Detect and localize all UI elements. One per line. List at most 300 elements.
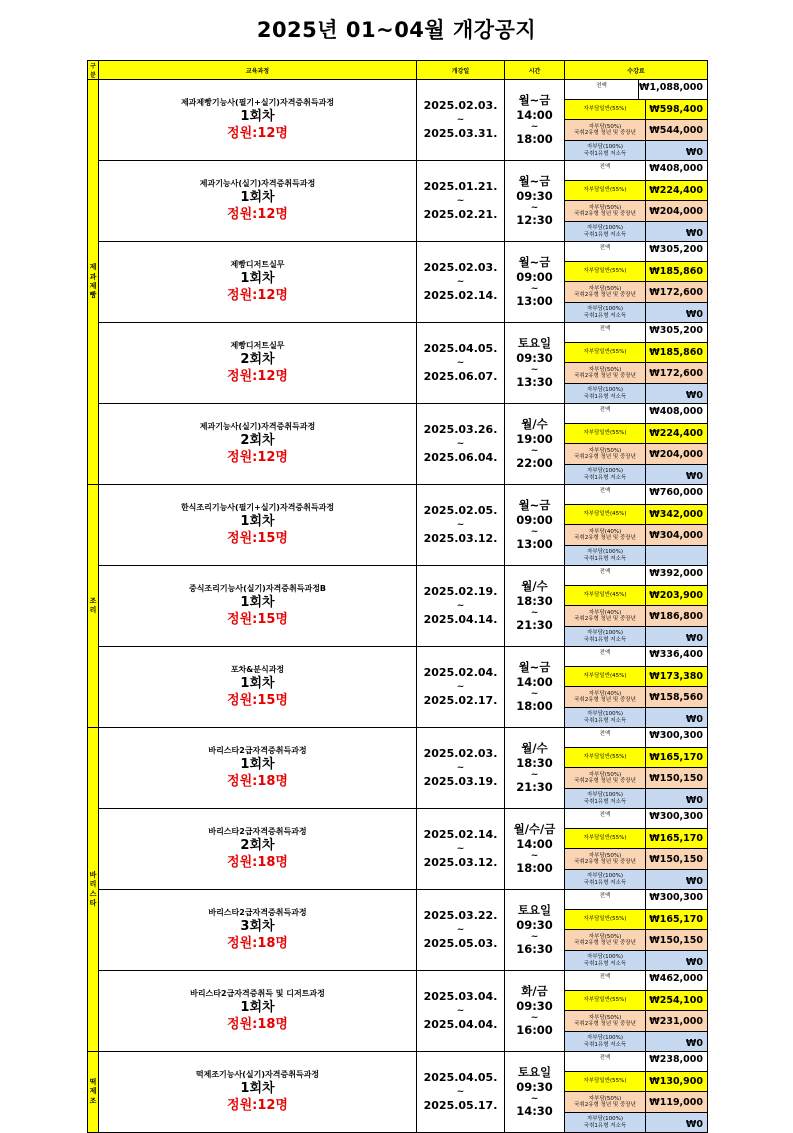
fee-label-text: 전액 [596, 83, 607, 89]
time-start: 09:30 [516, 917, 553, 932]
fee-label [565, 1052, 646, 1071]
start-date: 2025.02.03. [423, 99, 498, 113]
table-body [88, 80, 708, 1133]
fee-cell [565, 1052, 708, 1133]
fee-label [565, 262, 646, 281]
category-char: 제 [89, 263, 97, 272]
fee-cell [565, 728, 708, 809]
fee-label-text: 전액 [599, 1055, 611, 1061]
fee-value: ₩598,400 [649, 104, 703, 115]
end-date: 2025.03.31. [423, 127, 498, 141]
fee-label-subtext: 국취2유형 청년 및 중장년 [574, 859, 636, 865]
table-header-row [88, 61, 708, 80]
period-cell [417, 1052, 505, 1133]
fee-label-subtext: 국취2유형 청년 및 중장년 [574, 373, 636, 379]
time-end: 13:00 [516, 537, 553, 552]
fee-label-text: 자부담(100%) [587, 630, 623, 637]
course-name: 바리스타2급자격증취득과정 [208, 826, 307, 836]
fee-type1 [565, 1113, 707, 1132]
fee-label [565, 546, 646, 565]
fee-label [565, 465, 646, 484]
fee-type2 [565, 444, 707, 465]
fee-cell [565, 566, 708, 647]
fee-label-text: 자부담(100%) [587, 873, 623, 880]
fee-label [565, 444, 646, 464]
time-start: 09:30 [516, 350, 553, 365]
fee-general [565, 100, 707, 120]
fee-label-text: 자부담(100%) [587, 549, 623, 556]
fee-value: ₩336,400 [649, 649, 703, 660]
fee-label-text: 자부담일반(55%) [583, 430, 627, 437]
fee-label-text: 자부담일반(45%) [583, 673, 627, 680]
fee-label-text: 자부담(50%) [588, 123, 622, 130]
header-course: 교육과정 [99, 61, 417, 80]
course-cell [99, 80, 417, 161]
fee-label-text: 전액 [599, 731, 611, 737]
fee-type1 [565, 789, 707, 808]
time-end: 22:00 [516, 456, 553, 471]
course-capacity: 정원:18명 [227, 855, 288, 871]
fee-type2 [565, 687, 707, 708]
fee-label [565, 282, 646, 302]
course-cell [99, 485, 417, 566]
fee-label [565, 687, 646, 707]
end-date: 2025.03.12. [423, 532, 498, 546]
fee-label [565, 910, 646, 929]
fee-value: ₩150,150 [649, 934, 703, 946]
time-cell [505, 647, 565, 728]
fee-value: ₩0 [685, 228, 703, 239]
fee-label [565, 728, 646, 747]
category-char: 조 [89, 1096, 97, 1105]
fee-label [565, 971, 646, 990]
time-cell [505, 1052, 565, 1133]
fee-label-subtext: 국취1유형 저소득 [583, 717, 627, 724]
time-tilde: ~ [530, 607, 539, 618]
course-cell [99, 323, 417, 404]
fee-label-subtext: 국취1유형 저소득 [583, 312, 627, 319]
fee-general [565, 748, 707, 768]
fee-type2 [565, 120, 707, 141]
time-cell [505, 809, 565, 890]
fee-type1 [565, 951, 707, 970]
course-cell [99, 890, 417, 971]
time-start: 18:30 [516, 755, 553, 770]
fee-label [565, 1011, 646, 1031]
fee-type2 [565, 849, 707, 870]
course-capacity: 정원:12명 [227, 207, 288, 223]
fee-label-text: 자부담일반(55%) [583, 754, 627, 761]
time-tilde: ~ [530, 1012, 539, 1023]
fee-type1 [565, 141, 707, 160]
course-capacity: 정원:12명 [227, 1098, 288, 1114]
fee-value: ₩231,000 [649, 1015, 703, 1027]
end-date: 2025.06.07. [423, 370, 498, 384]
period-cell [417, 323, 505, 404]
time-cell [505, 971, 565, 1052]
period-tilde: ~ [456, 519, 465, 530]
start-date: 2025.02.05. [423, 504, 498, 518]
fee-value: ₩150,150 [649, 853, 703, 865]
fee-value: ₩342,000 [649, 509, 703, 520]
course-round: 1회차 [240, 109, 275, 125]
period-cell [417, 242, 505, 323]
time-cell [505, 161, 565, 242]
course-capacity: 정원:15명 [227, 531, 288, 547]
fee-label-text: 자부담(100%) [587, 306, 623, 313]
fee-label [565, 606, 646, 626]
fee-label-text: 전액 [599, 488, 611, 494]
fee-value: ₩186,800 [649, 610, 703, 622]
fee-label [565, 566, 646, 585]
fee-label [565, 829, 646, 848]
course-name: 한식조리기능사(필기+실기)자격증취득과정 [180, 502, 335, 512]
end-date: 2025.02.21. [423, 208, 498, 222]
course-capacity: 정원:12명 [227, 450, 288, 466]
table-row [88, 1052, 708, 1133]
course-round: 1회차 [240, 1081, 275, 1097]
course-capacity: 정원:15명 [227, 612, 288, 628]
fee-label-subtext: 국취1유형 저소득 [583, 1041, 627, 1048]
fee-value: ₩0 [685, 633, 703, 644]
end-date: 2025.02.14. [423, 289, 498, 303]
start-date: 2025.03.26. [423, 423, 498, 437]
table-row [88, 323, 708, 404]
fee-label-text: 전액 [599, 974, 611, 980]
time-tilde: ~ [530, 769, 539, 780]
course-round: 1회차 [240, 514, 275, 530]
fee-full [565, 80, 707, 100]
time-cell [505, 404, 565, 485]
fee-value: ₩158,560 [649, 691, 703, 703]
category-char: 타 [89, 898, 97, 907]
fee-value: ₩462,000 [649, 973, 703, 984]
fee-general [565, 424, 707, 444]
fee-general [565, 991, 707, 1011]
fee-label [565, 303, 646, 322]
fee-cell [565, 647, 708, 728]
fee-value: ₩300,300 [649, 730, 703, 741]
fee-label-text: 자부담(100%) [587, 711, 623, 718]
fee-label [565, 363, 646, 383]
fee-label [565, 991, 646, 1010]
fee-label [565, 789, 646, 808]
fee-value: ₩224,400 [649, 185, 703, 196]
period-cell [417, 404, 505, 485]
fee-cell [565, 242, 708, 323]
course-round: 1회차 [240, 757, 275, 773]
fee-label [565, 384, 646, 403]
time-tilde: ~ [530, 688, 539, 699]
category-char: 리 [89, 880, 97, 889]
fee-label [565, 890, 646, 909]
fee-full [565, 161, 707, 181]
fee-label [565, 1092, 646, 1112]
fee-value: ₩305,200 [649, 325, 703, 336]
fee-value: ₩0 [685, 876, 703, 887]
period-cell [417, 647, 505, 728]
fee-label [565, 505, 646, 524]
fee-value [646, 546, 707, 565]
time-end: 16:00 [516, 1023, 553, 1038]
course-cell [99, 404, 417, 485]
header-time: 시간 [505, 61, 565, 80]
time-tilde: ~ [530, 526, 539, 537]
table-row [88, 80, 708, 161]
fee-type1 [565, 870, 707, 889]
period-tilde: ~ [456, 1005, 465, 1016]
class-days: 월/수 [521, 416, 548, 431]
course-cell [99, 647, 417, 728]
period-tilde: ~ [456, 762, 465, 773]
fee-label-text: 자부담(40%) [588, 609, 622, 616]
fee-label [565, 181, 646, 200]
fee-value: ₩305,200 [649, 244, 703, 255]
period-tilde: ~ [456, 438, 465, 449]
class-days: 토요일 [517, 902, 552, 917]
fee-label-text: 자부담(50%) [588, 771, 622, 778]
category-cell [88, 728, 99, 1052]
fee-label-subtext: 국취1유형 저소득 [583, 150, 627, 157]
fee-label-subtext: 국취2유형 청년 및 중장년 [574, 535, 636, 541]
course-cell [99, 242, 417, 323]
fee-label-text: 자부담(50%) [588, 366, 622, 373]
fee-type2 [565, 363, 707, 384]
time-end: 12:30 [516, 213, 553, 228]
period-tilde: ~ [456, 195, 465, 206]
time-cell [505, 80, 565, 161]
time-tilde: ~ [530, 121, 539, 132]
fee-label [565, 525, 646, 545]
category-char: 과 [89, 272, 97, 281]
fee-value: ₩172,600 [649, 286, 703, 298]
class-days: 월/수 [521, 740, 548, 755]
end-date: 2025.04.14. [423, 613, 498, 627]
fee-type1 [565, 465, 707, 484]
fee-type1 [565, 546, 707, 565]
fee-cell [565, 485, 708, 566]
category-char: 빵 [89, 291, 97, 300]
fee-type2 [565, 525, 707, 546]
period-tilde: ~ [456, 276, 465, 287]
fee-value: ₩760,000 [649, 487, 703, 498]
category-char: 제 [89, 1087, 97, 1096]
end-date: 2025.03.12. [423, 856, 498, 870]
period-cell [417, 485, 505, 566]
fee-cell [565, 971, 708, 1052]
course-round: 2회차 [240, 352, 275, 368]
start-date: 2025.03.04. [423, 990, 498, 1004]
period-tilde: ~ [456, 924, 465, 935]
fee-cell [565, 323, 708, 404]
start-date: 2025.02.19. [423, 585, 498, 599]
fee-general [565, 829, 707, 849]
fee-label [565, 100, 646, 119]
fee-value: ₩544,000 [649, 124, 703, 136]
fee-cell [565, 890, 708, 971]
fee-label-text: 전액 [599, 407, 611, 413]
time-start: 14:00 [516, 674, 553, 689]
fee-general [565, 505, 707, 525]
fee-general [565, 181, 707, 201]
fee-label [565, 647, 646, 666]
fee-label [565, 485, 646, 504]
table-row [88, 566, 708, 647]
fee-full [565, 971, 707, 991]
course-capacity: 정원:18명 [227, 936, 288, 952]
start-date: 2025.04.05. [423, 1071, 498, 1085]
time-end: 13:30 [516, 375, 553, 390]
period-cell [417, 971, 505, 1052]
fee-full [565, 242, 707, 262]
fee-label-text: 전액 [599, 164, 611, 170]
fee-label-subtext: 국취1유형 저소득 [583, 636, 627, 643]
header-fee: 수강료 [565, 61, 708, 80]
time-tilde: ~ [530, 445, 539, 456]
fee-type2 [565, 1092, 707, 1113]
fee-cell [565, 809, 708, 890]
time-end: 14:30 [516, 1104, 553, 1119]
time-start: 09:00 [516, 269, 553, 284]
fee-value: ₩254,100 [649, 995, 703, 1006]
category-char: 바 [89, 870, 97, 879]
fee-label-text: 전액 [599, 893, 611, 899]
schedule-table [87, 60, 708, 1133]
header-period: 개강일 [417, 61, 505, 80]
header-category: 구분 [88, 61, 99, 80]
course-cell [99, 728, 417, 809]
fee-cell [565, 80, 708, 161]
fee-label-text: 자부담(100%) [587, 1116, 623, 1123]
fee-value: ₩165,170 [649, 914, 703, 925]
course-capacity: 정원:18명 [227, 1017, 288, 1033]
time-end: 21:30 [516, 618, 553, 633]
fee-value: ₩150,150 [649, 772, 703, 784]
fee-value: ₩238,000 [649, 1054, 703, 1065]
class-days: 월~금 [518, 254, 551, 269]
fee-full [565, 1052, 707, 1072]
table-row [88, 404, 708, 485]
fee-label-text: 자부담일반(55%) [583, 916, 627, 923]
course-cell [99, 971, 417, 1052]
period-tilde: ~ [456, 681, 465, 692]
time-cell [505, 890, 565, 971]
course-name: 바리스타2급자격증취득과정 [208, 907, 307, 917]
fee-label-subtext: 국취2유형 청년 및 중장년 [574, 778, 636, 784]
time-tilde: ~ [530, 850, 539, 861]
period-cell [417, 728, 505, 809]
fee-value: ₩130,900 [649, 1076, 703, 1087]
fee-value: ₩392,000 [649, 568, 703, 579]
fee-label [565, 870, 646, 889]
fee-label-subtext: 국취2유형 청년 및 중장년 [574, 940, 636, 946]
class-days: 월/수 [521, 578, 548, 593]
category-cell [88, 80, 99, 485]
fee-label [565, 586, 646, 605]
end-date: 2025.03.19. [423, 775, 498, 789]
fee-label-text: 자부담(40%) [588, 690, 622, 697]
fee-label-text: 자부담(50%) [588, 933, 622, 940]
fee-label-text: 자부담일반(55%) [583, 187, 627, 194]
class-days: 월/수/금 [513, 821, 556, 836]
class-days: 월~금 [518, 497, 551, 512]
time-tilde: ~ [530, 364, 539, 375]
time-cell [505, 485, 565, 566]
fee-label [565, 748, 646, 767]
fee-label [565, 201, 646, 221]
fee-value: ₩408,000 [649, 163, 703, 174]
period-cell [417, 809, 505, 890]
fee-label-text: 자부담(100%) [587, 792, 623, 799]
fee-value: ₩0 [685, 714, 703, 725]
time-end: 18:00 [516, 132, 553, 147]
table-row [88, 728, 708, 809]
period-tilde: ~ [456, 357, 465, 368]
fee-label [565, 343, 646, 362]
time-start: 09:30 [516, 1079, 553, 1094]
fee-label-subtext: 국취2유형 청년 및 중장년 [574, 211, 636, 217]
start-date: 2025.02.03. [423, 747, 498, 761]
fee-label-text: 자부담(100%) [587, 468, 623, 475]
fee-type1 [565, 627, 707, 646]
time-end: 21:30 [516, 780, 553, 795]
fee-label-text: 자부담(50%) [588, 447, 622, 454]
fee-full [565, 404, 707, 424]
fee-value: ₩165,170 [649, 833, 703, 844]
table-row [88, 647, 708, 728]
fee-type2 [565, 282, 707, 303]
category-char: 제 [89, 282, 97, 290]
period-tilde: ~ [456, 1086, 465, 1097]
time-start: 09:30 [516, 998, 553, 1013]
fee-value: ₩0 [685, 957, 703, 968]
fee-label-subtext: 국취1유형 저소득 [583, 474, 627, 481]
course-capacity: 정원:18명 [227, 774, 288, 790]
fee-label-text: 자부담(100%) [587, 954, 623, 961]
fee-label [565, 627, 646, 646]
period-cell [417, 566, 505, 647]
fee-type1 [565, 303, 707, 322]
time-tilde: ~ [530, 283, 539, 294]
course-capacity: 정원:12명 [227, 288, 288, 304]
course-round: 1회차 [240, 1000, 275, 1016]
fee-label [565, 951, 646, 970]
start-date: 2025.02.04. [423, 666, 498, 680]
course-name: 포차&분식과정 [230, 664, 285, 674]
fee-full [565, 566, 707, 586]
time-end: 13:00 [516, 294, 553, 309]
fee-value: ₩165,170 [649, 752, 703, 763]
fee-cell [565, 161, 708, 242]
fee-full [565, 890, 707, 910]
course-cell [99, 161, 417, 242]
time-tilde: ~ [530, 202, 539, 213]
fee-label-text: 자부담일반(55%) [583, 106, 627, 113]
fee-value: ₩0 [685, 147, 703, 158]
fee-label [565, 809, 646, 828]
fee-label [565, 161, 646, 180]
course-cell [99, 1052, 417, 1133]
fee-label-subtext: 국취1유형 저소득 [583, 879, 627, 886]
fee-label-text: 전액 [599, 650, 611, 656]
course-name: 제빵디저트실무 [230, 340, 285, 350]
fee-type1 [565, 1032, 707, 1051]
end-date: 2025.05.17. [423, 1099, 498, 1113]
fee-label-subtext: 국취2유형 청년 및 중장년 [574, 454, 636, 460]
fee-label [565, 930, 646, 950]
fee-label-text: 자부담일반(55%) [583, 997, 627, 1004]
fee-label-subtext: 국취2유형 청년 및 중장년 [574, 1102, 636, 1108]
